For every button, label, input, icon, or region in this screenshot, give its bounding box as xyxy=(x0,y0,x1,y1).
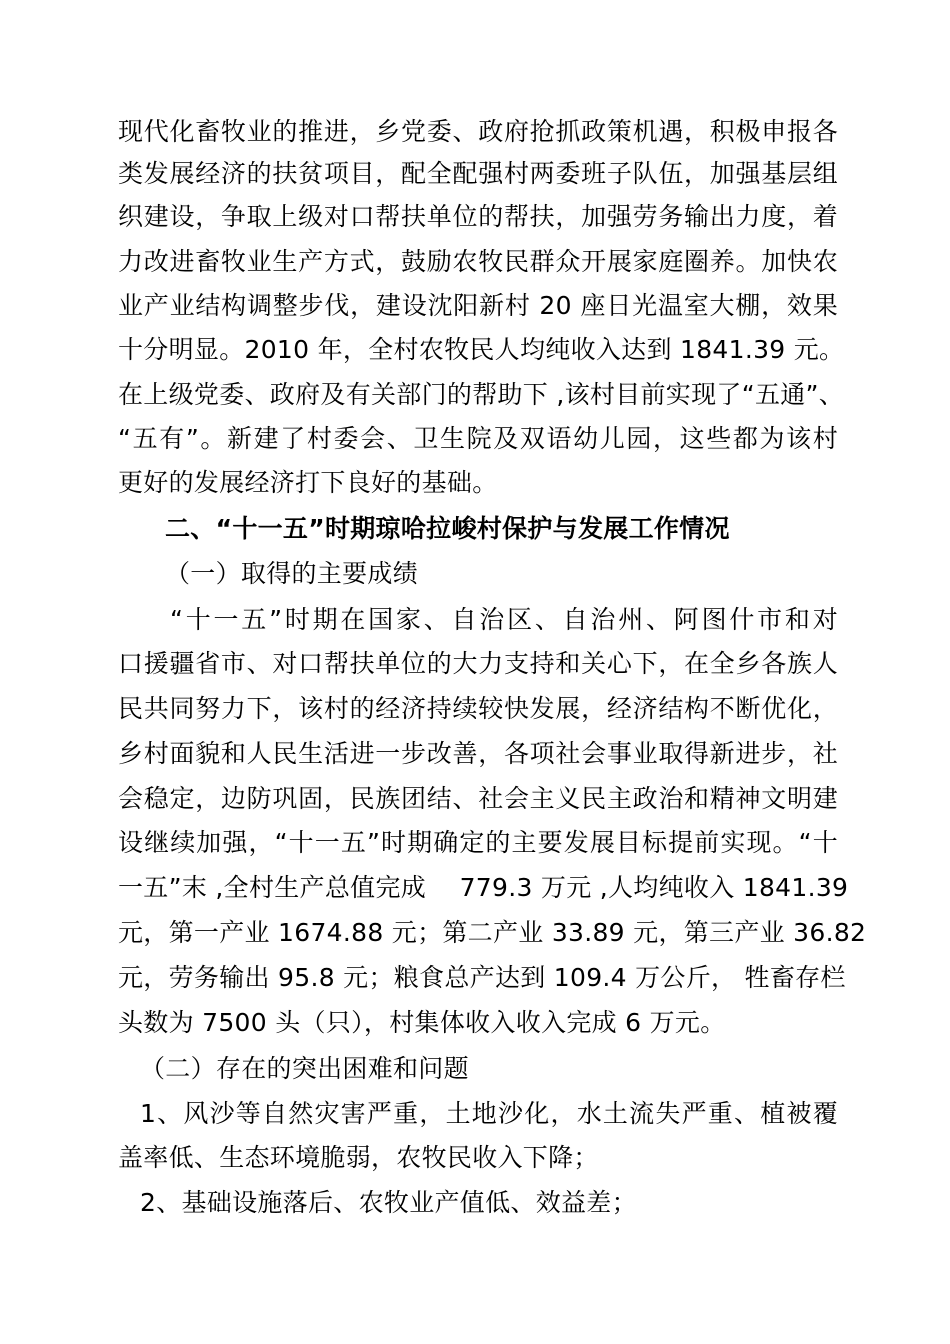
paragraph-line: 力改进畜牧业生产方式，鼓励农牧民群众开展家庭圈养。加快农 xyxy=(118,247,838,276)
paragraph-line: 口援疆省市、对口帮扶单位的大力支持和关心下，在全乡各族人 xyxy=(118,649,838,678)
list-item-continuation: 盖率低、生态环境脆弱，农牧民收入下降； xyxy=(118,1143,599,1172)
paragraph-line: 现代化畜牧业的推进，乡党委、政府抢抓政策机遇，积极申报各 xyxy=(118,117,838,146)
list-item: 1、风沙等自然灾害严重，土地沙化，水土流失严重、植被覆 xyxy=(140,1099,838,1128)
subsection-heading: （一）取得的主要成绩 xyxy=(165,559,419,588)
list-item: 2、基础设施落后、农牧业产值低、效益差； xyxy=(140,1188,637,1217)
paragraph-line: 十分明显。2010 年，全村农牧民人均纯收入达到 1841.39 元。 xyxy=(118,335,845,364)
paragraph-line: 类发展经济的扶贫项目，配全配强村两委班子队伍，加强基层组 xyxy=(118,159,838,188)
paragraph-line: 元，劳务输出 95.8 元；粮食总产达到 109.4 万公斤， 牲畜存栏 xyxy=(118,963,846,992)
paragraph-line: 乡村面貌和人民生活进一步改善，各项社会事业取得新进步，社 xyxy=(118,739,838,768)
paragraph-line: 在上级党委、政府及有关部门的帮助下 ,该村目前实现了“五通”、 xyxy=(118,380,845,409)
paragraph-line: 更好的发展经济打下良好的基础。 xyxy=(118,468,498,497)
paragraph-line: 元，第一产业 1674.88 元；第二产业 33.89 元，第三产业 36.82 xyxy=(118,918,867,947)
subsection-heading: （二）存在的突出困难和问题 xyxy=(140,1054,469,1083)
paragraph-line: “五有”。新建了村委会、卫生院及双语幼儿园，这些都为该村 xyxy=(118,424,838,453)
paragraph-line: 设继续加强，“十一五”时期确定的主要发展目标提前实现。“十 xyxy=(118,828,838,857)
paragraph-line: 会稳定，边防巩固，民族团结、社会主义民主政治和精神文明建 xyxy=(118,784,838,813)
section-heading: 二、“十一五”时期琼哈拉峻村保护与发展工作情况 xyxy=(165,514,730,543)
paragraph-line: 业产业结构调整步伐，建设沈阳新村 20 座日光温室大棚，效果 xyxy=(118,291,838,320)
paragraph-line: 织建设，争取上级对口帮扶单位的帮扶，加强劳务输出力度，着 xyxy=(118,202,838,231)
paragraph-line: 一五”末 ,全村生产总值完成 779.3 万元 ,人均纯收入 1841.39 xyxy=(118,873,849,902)
paragraph-line: “十一五”时期在国家、自治区、自治州、阿图什市和对 xyxy=(170,605,838,634)
paragraph-line: 头数为 7500 头（只），村集体收入收入完成 6 万元。 xyxy=(118,1008,726,1037)
paragraph-line: 民共同努力下，该村的经济持续较快发展，经济结构不断优化， xyxy=(118,694,838,723)
